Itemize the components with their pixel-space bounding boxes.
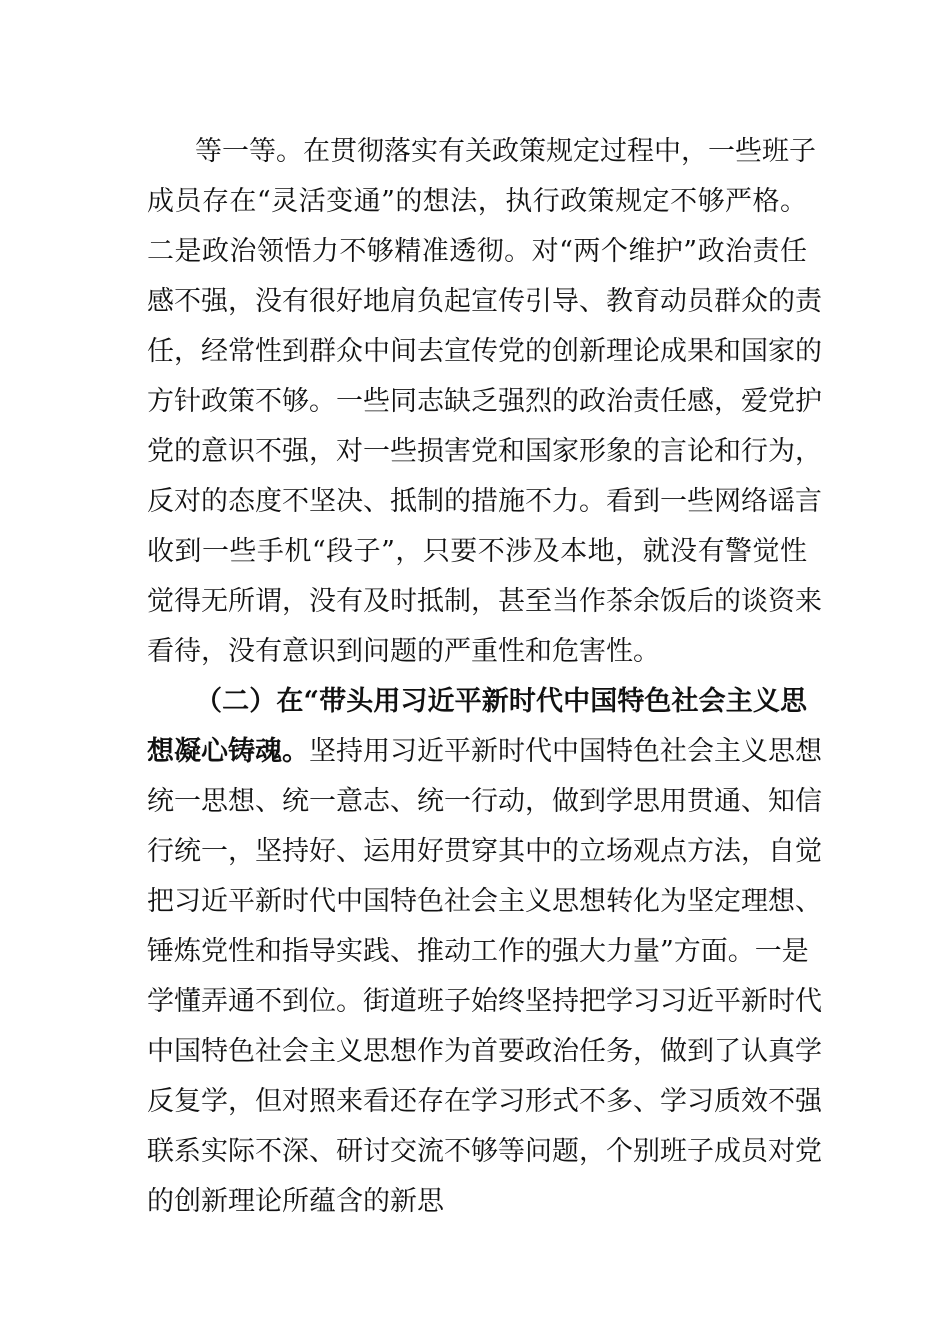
paragraph-2-line: 反复学，但对照来看还存在学习形式不多、学习质效不强 — [147, 1086, 822, 1117]
paragraph-1-line: 觉得无所谓，没有及时抵制，甚至当作茶余饭后的谈资来 — [147, 586, 822, 617]
paragraph-1-line: 方针政策不够。一些同志缺乏强烈的政治责任感，爱党护 — [147, 386, 822, 417]
paragraph-1-line: 看待，没有意识到问题的严重性和危害性。 — [147, 636, 660, 667]
paragraph-1-line: 感不强，没有很好地肩负起宣传引导、教育动员群众的责 — [147, 286, 822, 317]
paragraph-1-line: 任，经常性到群众中间去宣传党的创新理论成果和国家的 — [147, 336, 822, 367]
paragraph-2-line: 把习近平新时代中国特色社会主义思想转化为坚定理想、 — [147, 886, 822, 917]
paragraph-1-line: 成员存在“灵活变通”的想法，执行政策规定不够严格。 — [147, 186, 807, 217]
paragraph-2-text: 坚持用习近平新时代中国特色社会主义思想 — [309, 736, 822, 767]
paragraph-2-line: 的创新理论所蕴含的新思 — [147, 1186, 444, 1217]
paragraph-1-line: 党的意识不强，对一些损害党和国家形象的言论和行为， — [147, 436, 822, 467]
section-heading-end: 想凝心铸魂。 — [147, 736, 309, 767]
paragraph-2-line: 中国特色社会主义思想作为首要政治任务，做到了认真学 — [147, 1036, 822, 1067]
section-heading: （二）在“带头用习近平新时代中国特色社会主义思 — [195, 686, 807, 717]
paragraph-2-line: 行统一，坚持好、运用好贯穿其中的立场观点方法，自觉 — [147, 836, 822, 867]
body-text — [147, 127, 822, 1227]
paragraph-2-line — [147, 727, 822, 777]
paragraph-2-line: 锤炼党性和指导实践、推动工作的强大力量”方面。一是 — [147, 936, 809, 967]
paragraph-1-line: 二是政治领悟力不够精准透彻。对“两个维护”政治责任 — [147, 236, 807, 267]
paragraph-1-line: 收到一些手机“段子”，只要不涉及本地，就没有警觉性 — [147, 536, 807, 567]
paragraph-1-line: 等一等。在贯彻落实有关政策规定过程中，一些班子 — [195, 136, 816, 167]
paragraph-1-line: 反对的态度不坚决、抵制的措施不力。看到一些网络谣言 — [147, 486, 822, 517]
paragraph-2-line: 统一思想、统一意志、统一行动，做到学思用贯通、知信 — [147, 786, 822, 817]
paragraph-2-line: 联系实际不深、研讨交流不够等问题，个别班子成员对党 — [147, 1136, 822, 1167]
paragraph-2-line: 学懂弄通不到位。街道班子始终坚持把学习习近平新时代 — [147, 986, 822, 1017]
